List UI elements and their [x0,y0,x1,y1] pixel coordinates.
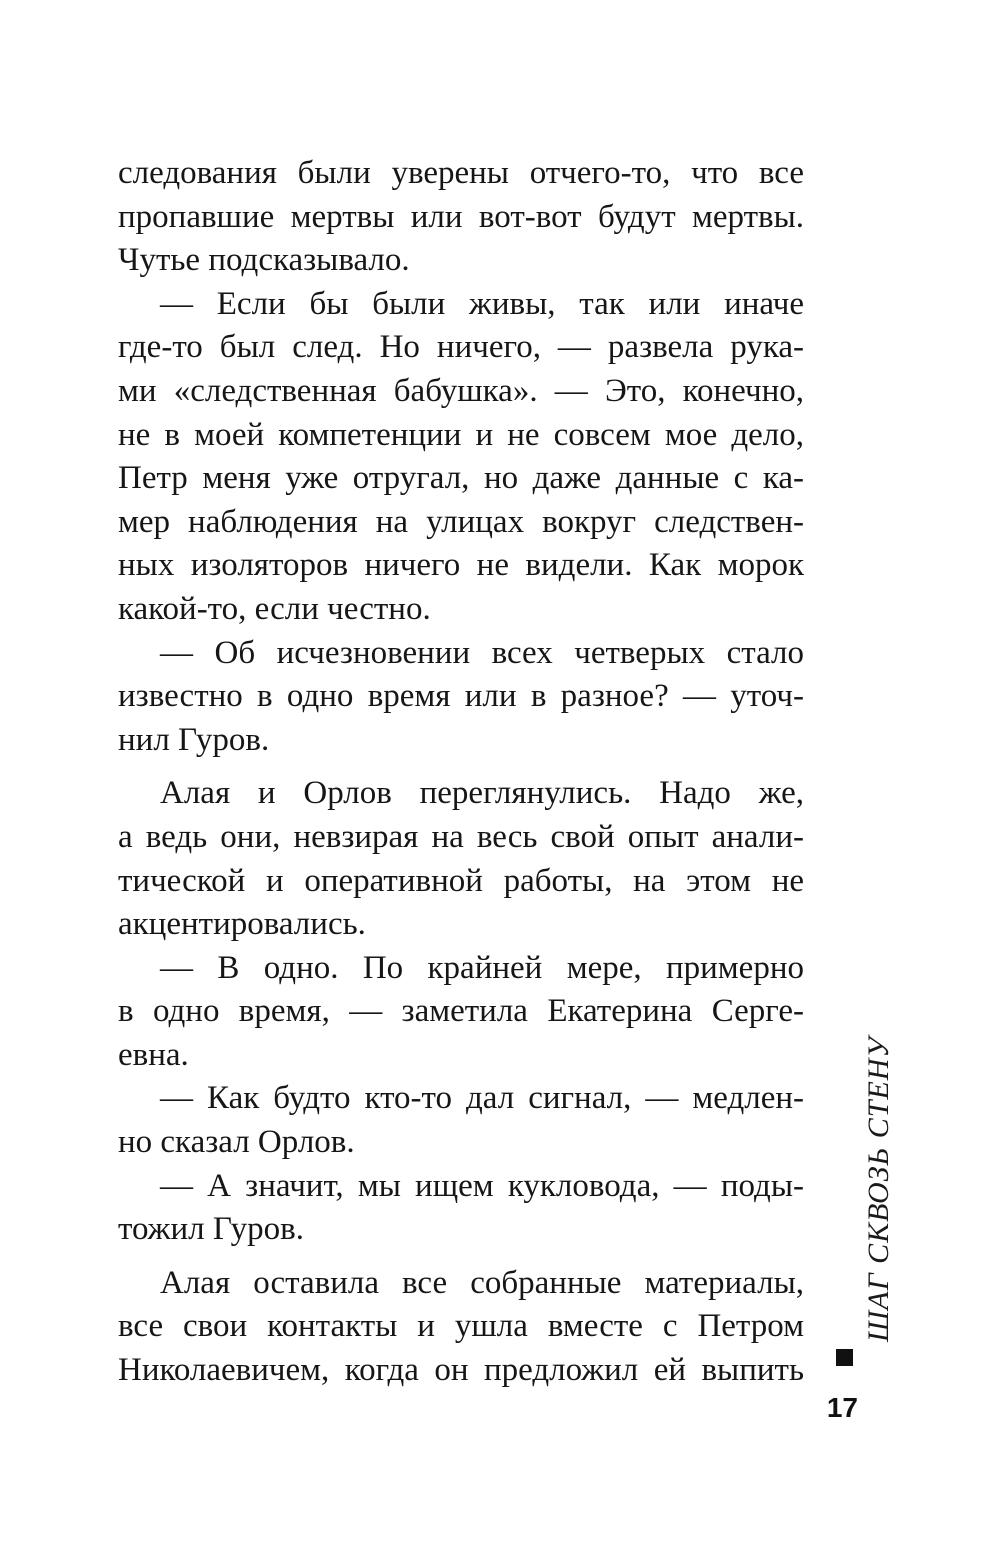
text-line: Алая оставила все собранные материалы, [160,1264,804,1301]
text-line: акцентировались. [118,906,366,943]
text-line: ных изоляторов ничего не видели. Как морок [118,547,804,584]
text-line: все свои контакты и ушла вместе с Петром [118,1308,804,1345]
text-line: мер наблюдения на улицах вокруг следствен- [118,503,804,540]
text-line: евна. [118,1036,189,1073]
page-number: 17 [826,1392,858,1423]
text-line: пропавшие мертвы или вот-вот будут мертвы. [118,198,804,235]
body-text [118,152,804,1393]
text-line: — В одно. По крайней мере, примерно [160,949,804,986]
text-line: ми «следственная бабушка». — Это, конечно, [118,372,804,409]
text-line: в одно время, — заметила Екатерина Серге- [118,993,804,1030]
text-line: Чутье подсказывало. [118,242,410,279]
text-line: тожил Гуров. [118,1211,304,1248]
text-line: — Об исчезновении всех четверых стало [160,634,804,671]
text-line: следования были уверены отчего-то, что все [118,155,804,191]
text-line: не в моей компетенции и не совсем мое дело, [118,416,804,453]
text-line: — Если бы были живы, так или иначе [160,285,804,322]
text-line: но сказал Орлов. [118,1124,355,1161]
text-line: Алая и Орлов переглянулись. Надо же, [160,775,804,812]
text-line: — А значит, мы ищем кукловода, — поды- [160,1167,804,1204]
running-title: ШАГ СКВОЗЬ СТЕНУ [862,1036,895,1342]
text-line: — Как будто кто-то дал сигнал, — медлен- [160,1080,804,1117]
square-marker-icon [836,1349,853,1366]
text-line: а ведь они, невзирая на весь свой опыт анали- [118,818,804,855]
text-line: тической и оперативной работы, на этом не [118,862,804,899]
text-line: где-то был след. Но ничего, — развела рука- [118,329,804,366]
text-line: Николаевичем, когда он предложил ей выпить [118,1352,804,1389]
text-line: какой-то, если честно. [118,590,431,627]
text-line: известно в одно время или в разное? — уточ- [118,678,804,715]
text-line: нил Гуров. [118,721,270,758]
text-line: Петр меня уже отругал, но даже данные с ка- [118,460,804,497]
